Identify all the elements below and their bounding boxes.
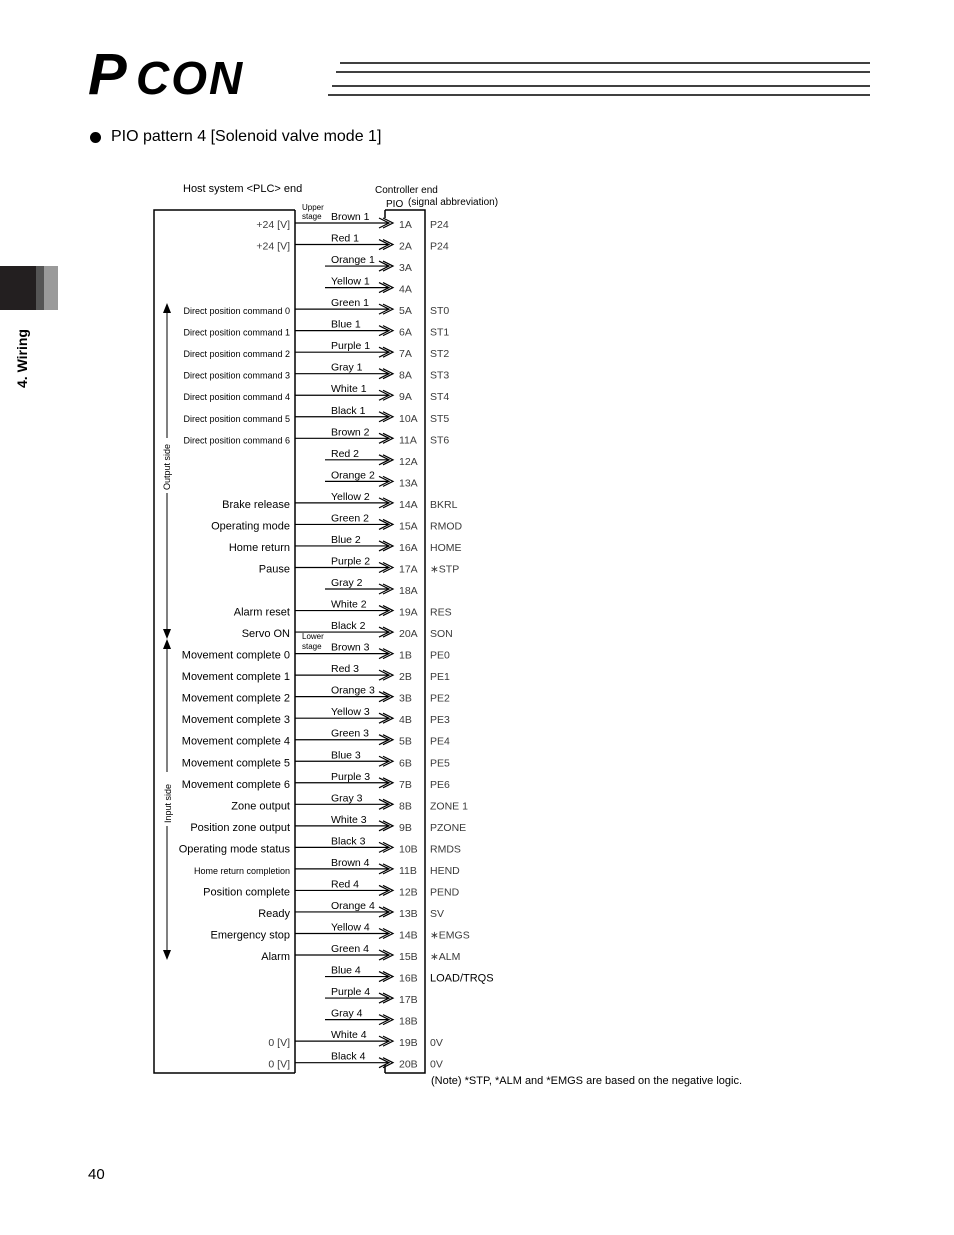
signal-abbreviation: SON <box>430 628 453 641</box>
function-label: Direct position command 2 <box>183 349 290 360</box>
pin-number: 7B <box>399 778 412 791</box>
logo-con: CON <box>136 52 245 100</box>
signal-abbreviation: ZONE 1 <box>430 800 468 813</box>
function-label: Emergency stop <box>210 929 290 942</box>
wire-color-label: Black 2 <box>331 620 366 633</box>
upper-stage-label-2: stage <box>302 212 322 221</box>
function-label: +24 [V] <box>256 240 290 253</box>
pin-number: 7A <box>399 348 412 361</box>
signal-abbr-label: (signal abbreviation) <box>408 197 499 208</box>
host-box <box>154 210 295 1073</box>
function-label: Brake release <box>222 498 290 511</box>
pin-number: 19B <box>399 1037 418 1050</box>
wire-color-label: Orange 4 <box>331 899 375 912</box>
wire-color-label: Yellow 3 <box>331 706 370 719</box>
pio-label: PIO <box>386 199 404 210</box>
function-label: Movement complete 6 <box>181 778 290 791</box>
heading-title: PIO pattern 4 [Solenoid valve mode 1] <box>111 128 382 145</box>
signal-abbreviation: ∗ALM <box>430 951 461 964</box>
function-label: Operating mode <box>211 520 290 533</box>
signal-abbreviation: 0V <box>430 1037 443 1050</box>
wire-color-label: Black 4 <box>331 1050 366 1063</box>
signal-abbreviation: ST1 <box>430 326 450 339</box>
wire-color-label: Red 3 <box>331 663 360 676</box>
pin-number: 9B <box>399 821 412 834</box>
function-label: Direct position command 5 <box>183 413 290 424</box>
pin-number: 14A <box>399 498 418 511</box>
signal-abbreviation: RES <box>430 606 452 619</box>
wire-color-label: Red 1 <box>331 232 360 245</box>
pin-number: 15A <box>399 520 418 533</box>
signal-abbreviation: RMDS <box>430 843 461 856</box>
wire-color-label: Yellow 1 <box>331 275 370 288</box>
function-label: Movement complete 3 <box>181 714 290 727</box>
function-label: Movement complete 2 <box>181 692 290 705</box>
wire-color-label: Gray 2 <box>331 577 363 590</box>
function-label: Zone output <box>231 800 290 813</box>
signal-abbreviation: ∗STP <box>430 563 460 576</box>
signal-abbreviation: HEND <box>430 864 460 877</box>
wire-color-label: Red 2 <box>331 447 360 460</box>
signal-abbreviation: ST0 <box>430 305 450 318</box>
wire-color-label: White 2 <box>331 598 367 611</box>
pin-number: 19A <box>399 606 418 619</box>
function-label: Home return <box>228 541 290 554</box>
wire-color-label: Purple 3 <box>331 770 371 783</box>
wire-color-label: Yellow 2 <box>331 490 370 503</box>
wire-color-label: White 1 <box>331 383 367 396</box>
pin-number: 13A <box>399 477 418 490</box>
wire-color-label: Green 4 <box>331 943 369 956</box>
pin-number: 6A <box>399 326 412 339</box>
function-label: Movement complete 1 <box>181 671 290 684</box>
wire-color-label: Orange 3 <box>331 684 375 697</box>
wire-color-label: Purple 2 <box>331 555 371 568</box>
wire-color-label: Black 3 <box>331 835 366 848</box>
wire-color-label: Yellow 4 <box>331 921 370 934</box>
controller-box <box>385 210 425 1073</box>
function-label: Direct position command 3 <box>183 370 290 381</box>
signal-abbreviation: PEND <box>430 886 460 899</box>
wire-color-label: Blue 3 <box>331 749 361 762</box>
signal-abbreviation: RMOD <box>430 520 463 533</box>
pin-number: 15B <box>399 951 418 964</box>
pin-number: 1A <box>399 219 412 231</box>
pin-number: 18B <box>399 1015 418 1028</box>
function-label: Pause <box>258 563 290 576</box>
signal-abbreviation: PZONE <box>430 821 467 834</box>
pin-number: 14B <box>399 929 418 942</box>
wire-color-label: Brown 3 <box>331 641 370 654</box>
pin-number: 4A <box>399 283 412 296</box>
wire-color-label: Brown 4 <box>331 856 370 869</box>
controller-label: Controller end <box>375 185 438 196</box>
pin-number: 3A <box>399 262 412 275</box>
signal-abbreviation: 0V <box>430 1058 443 1071</box>
wire-color-label: Gray 1 <box>331 361 363 374</box>
output-side-label: Output side <box>162 443 172 490</box>
lower-stage-label-1: Lower <box>302 632 324 641</box>
pin-number: 16B <box>399 972 418 985</box>
pin-number: 17B <box>399 994 418 1007</box>
wire-color-label: Green 1 <box>331 297 369 310</box>
wire-color-label: Purple 1 <box>331 340 371 353</box>
signal-abbreviation: ST4 <box>430 391 450 404</box>
pin-number: 5B <box>399 735 412 748</box>
input-side-arrow-down <box>163 950 171 960</box>
signal-abbreviation: BKRL <box>430 498 458 511</box>
wire-color-label: Green 3 <box>331 727 369 740</box>
wire-color-label: Orange 1 <box>331 254 375 267</box>
pin-number: 4B <box>399 714 412 727</box>
wire-color-label: Blue 1 <box>331 318 361 331</box>
logo-p: P <box>88 44 127 100</box>
pin-number: 9A <box>399 391 412 404</box>
function-label: +24 [V] <box>256 219 290 231</box>
function-label: Movement complete 0 <box>181 649 290 662</box>
wire-color-label: White 4 <box>331 1029 367 1042</box>
pin-number: 11B <box>399 864 417 877</box>
wire-color-label: Brown 1 <box>331 211 370 223</box>
signal-abbreviation: PE0 <box>430 649 450 662</box>
signal-abbreviation: ST2 <box>430 348 450 361</box>
pin-number: 2A <box>399 240 412 253</box>
signal-abbreviation: PE6 <box>430 778 450 791</box>
function-label: 0 [V] <box>268 1037 290 1050</box>
wire-color-label: Orange 2 <box>331 469 375 482</box>
function-label: Direct position command 4 <box>183 392 290 403</box>
wire-color-label: Brown 2 <box>331 426 370 439</box>
pin-number: 3B <box>399 692 412 705</box>
output-side-arrow-down <box>163 629 171 639</box>
pin-number: 11A <box>399 434 417 447</box>
function-label: Servo ON <box>241 628 290 641</box>
pin-number: 2B <box>399 671 412 684</box>
pin-number: 12B <box>399 886 418 899</box>
pin-number: 1B <box>399 649 412 662</box>
page-number: 40 <box>88 1166 105 1183</box>
signal-abbreviation: LOAD/TRQS <box>430 972 494 985</box>
signal-abbreviation: ST6 <box>430 434 450 447</box>
pin-number: 10B <box>399 843 418 856</box>
lower-stage-label-2: stage <box>302 642 322 651</box>
signal-abbreviation: PE2 <box>430 692 450 705</box>
pin-number: 20B <box>399 1058 418 1071</box>
wire-color-label: Blue 2 <box>331 533 361 546</box>
function-label: Position complete <box>203 886 290 899</box>
signal-abbreviation: PE5 <box>430 757 450 770</box>
function-label: Position zone output <box>190 821 290 834</box>
pin-number: 17A <box>399 563 418 576</box>
wire-color-label: Gray 3 <box>331 792 363 805</box>
signal-abbreviation: SV <box>430 907 445 920</box>
pin-number: 12A <box>399 455 418 468</box>
function-label: Alarm <box>261 951 290 964</box>
signal-abbreviation: PE4 <box>430 735 450 748</box>
function-label: Alarm reset <box>233 606 290 619</box>
pin-number: 5A <box>399 305 412 318</box>
pin-number: 13B <box>399 907 418 920</box>
function-label: Movement complete 5 <box>181 757 290 770</box>
wire-color-label: Blue 4 <box>331 964 361 977</box>
section-tab-label: 4. Wiring <box>14 329 30 388</box>
pin-number: 6B <box>399 757 412 770</box>
function-label: Ready <box>258 907 290 920</box>
wire-color-label: White 3 <box>331 813 367 826</box>
wire-rows <box>179 211 494 1071</box>
function-label: 0 [V] <box>268 1058 290 1071</box>
function-label: Direct position command 1 <box>183 327 290 338</box>
pin-number: 16A <box>399 541 418 554</box>
wire-color-label: Black 1 <box>331 404 366 417</box>
signal-abbreviation: ∗EMGS <box>430 929 470 942</box>
function-label: Direct position command 0 <box>183 306 290 317</box>
wire-color-label: Purple 4 <box>331 986 371 999</box>
wire-color-label: Red 4 <box>331 878 360 891</box>
signal-abbreviation: PE1 <box>430 671 450 684</box>
wire-color-label: Green 2 <box>331 512 369 525</box>
input-side-arrow-up <box>163 639 171 649</box>
pin-number: 10A <box>399 412 418 425</box>
pin-number: 20A <box>399 628 418 641</box>
wire-color-label: Gray 4 <box>331 1007 363 1020</box>
function-label: Direct position command 6 <box>183 435 290 446</box>
host-label: Host system <PLC> end <box>183 183 303 195</box>
signal-abbreviation: P24 <box>430 219 449 231</box>
negative-logic-note: (Note) *STP, *ALM and *EMGS are based on the negative logic. <box>431 1075 743 1087</box>
upper-stage-label-1: Upper <box>302 203 324 212</box>
function-label: Movement complete 4 <box>181 735 290 748</box>
pin-number: 8B <box>399 800 412 813</box>
signal-abbreviation: ST3 <box>430 369 450 382</box>
function-label: Home return completion <box>193 865 290 876</box>
pin-number: 18A <box>399 585 418 598</box>
signal-abbreviation: P24 <box>430 240 449 253</box>
signal-abbreviation: PE3 <box>430 714 450 727</box>
signal-abbreviation: HOME <box>430 541 462 554</box>
input-side-label: Input side <box>163 783 173 823</box>
pin-number: 8A <box>399 369 412 382</box>
output-side-arrow-up <box>163 303 171 313</box>
signal-abbreviation: ST5 <box>430 412 450 425</box>
function-label: Operating mode status <box>178 843 290 856</box>
